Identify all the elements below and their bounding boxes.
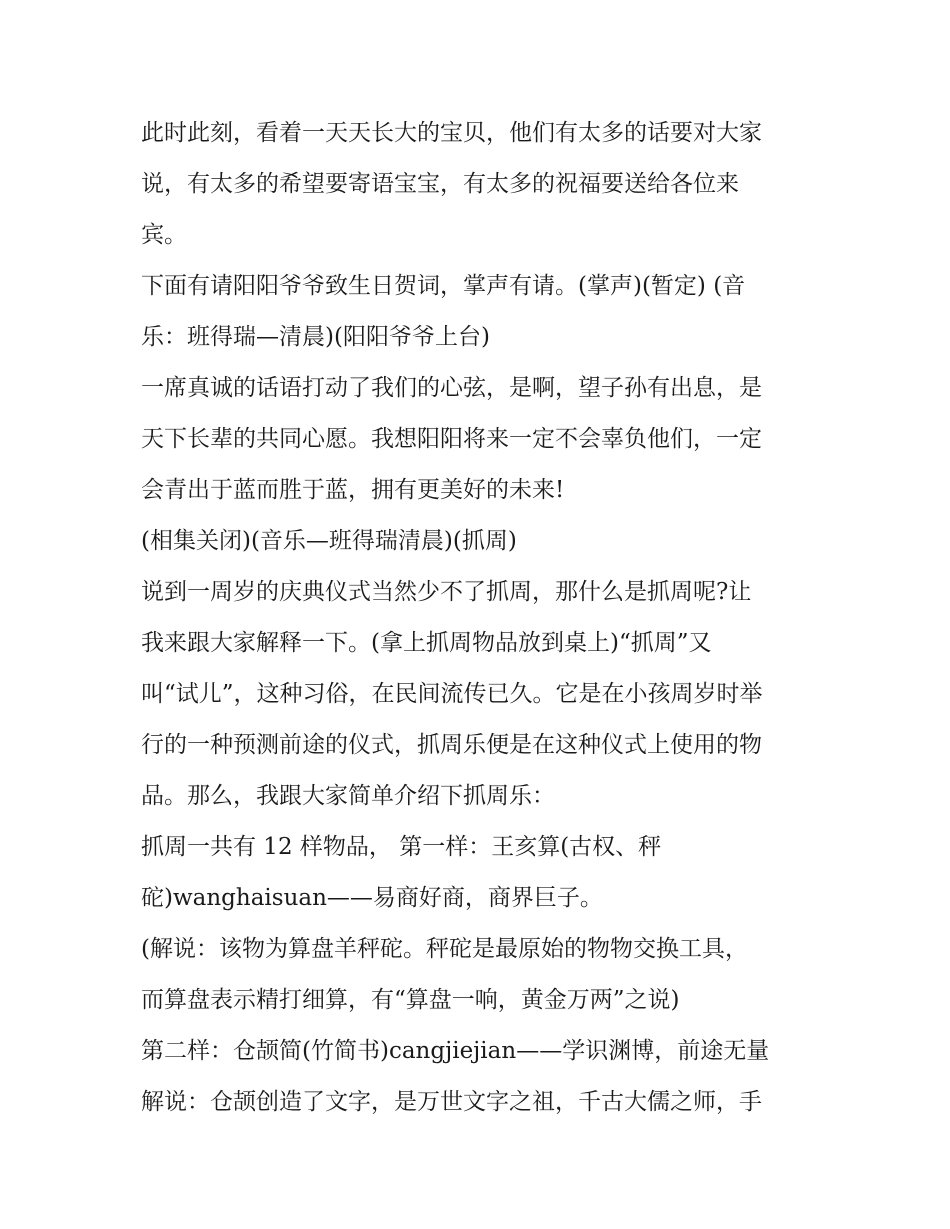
text-line: 我来跟大家解释一下。(拿上抓周物品放到桌上)“抓周”又 — [141, 630, 712, 656]
text-line: 说，有太多的希望要寄语宝宝，有太多的祝福要送给各位来 — [141, 171, 739, 197]
document-body — [141, 108, 821, 1128]
text-line: 乐：班得瑞—清晨)(阳阳爷爷上台) — [141, 324, 490, 350]
text-line: (解说：该物为算盘羊秤砣。秤砣是最原始的物物交换工具， — [141, 936, 748, 962]
text-line: (相集关闭)(音乐—班得瑞清晨)(抓周) — [141, 528, 517, 554]
text-line: 此时此刻，看着一天天长大的宝贝，他们有太多的话要对大家 — [141, 120, 762, 146]
text-line: 砣)wanghaisuan——易商好商，商界巨子。 — [141, 885, 603, 911]
text-line: 解说：仓颉创造了文字，是万世文字之祖，千古大儒之师，手 — [141, 1089, 762, 1115]
text-line: 下面有请阳阳爷爷致生日贺词，掌声有请。(掌声)(暂定) (音 — [141, 273, 746, 299]
text-line: 天下长辈的共同心愿。我想阳阳将来一定不会辜负他们，一定 — [141, 426, 762, 452]
text-line: 第二样：仓颉简(竹简书)cangjiejian——学识渊博，前途无量 — [141, 1038, 770, 1064]
text-line: 说到一周岁的庆典仪式当然少不了抓周，那什么是抓周呢?让 — [141, 579, 752, 605]
text-line: 一席真诚的话语打动了我们的心弦，是啊，望子孙有出息，是 — [141, 375, 762, 401]
text-line: 行的一种预测前途的仪式，抓周乐便是在这种仪式上使用的物 — [141, 732, 762, 758]
text-line: 会青出于蓝而胜于蓝，拥有更美好的未来! — [141, 477, 565, 503]
text-line: 而算盘表示精打细算，有“算盘一响，黄金万两”之说) — [141, 987, 680, 1013]
text-line: 抓周一共有 12 样物品， 第一样：王亥算(古权、秤 — [141, 834, 662, 860]
text-line: 宾。 — [141, 222, 187, 248]
text-line: 叫“试儿”，这种习俗，在民间流传已久。它是在小孩周岁时举 — [141, 681, 763, 707]
text-line: 品。那么，我跟大家简单介绍下抓周乐： — [141, 783, 555, 809]
